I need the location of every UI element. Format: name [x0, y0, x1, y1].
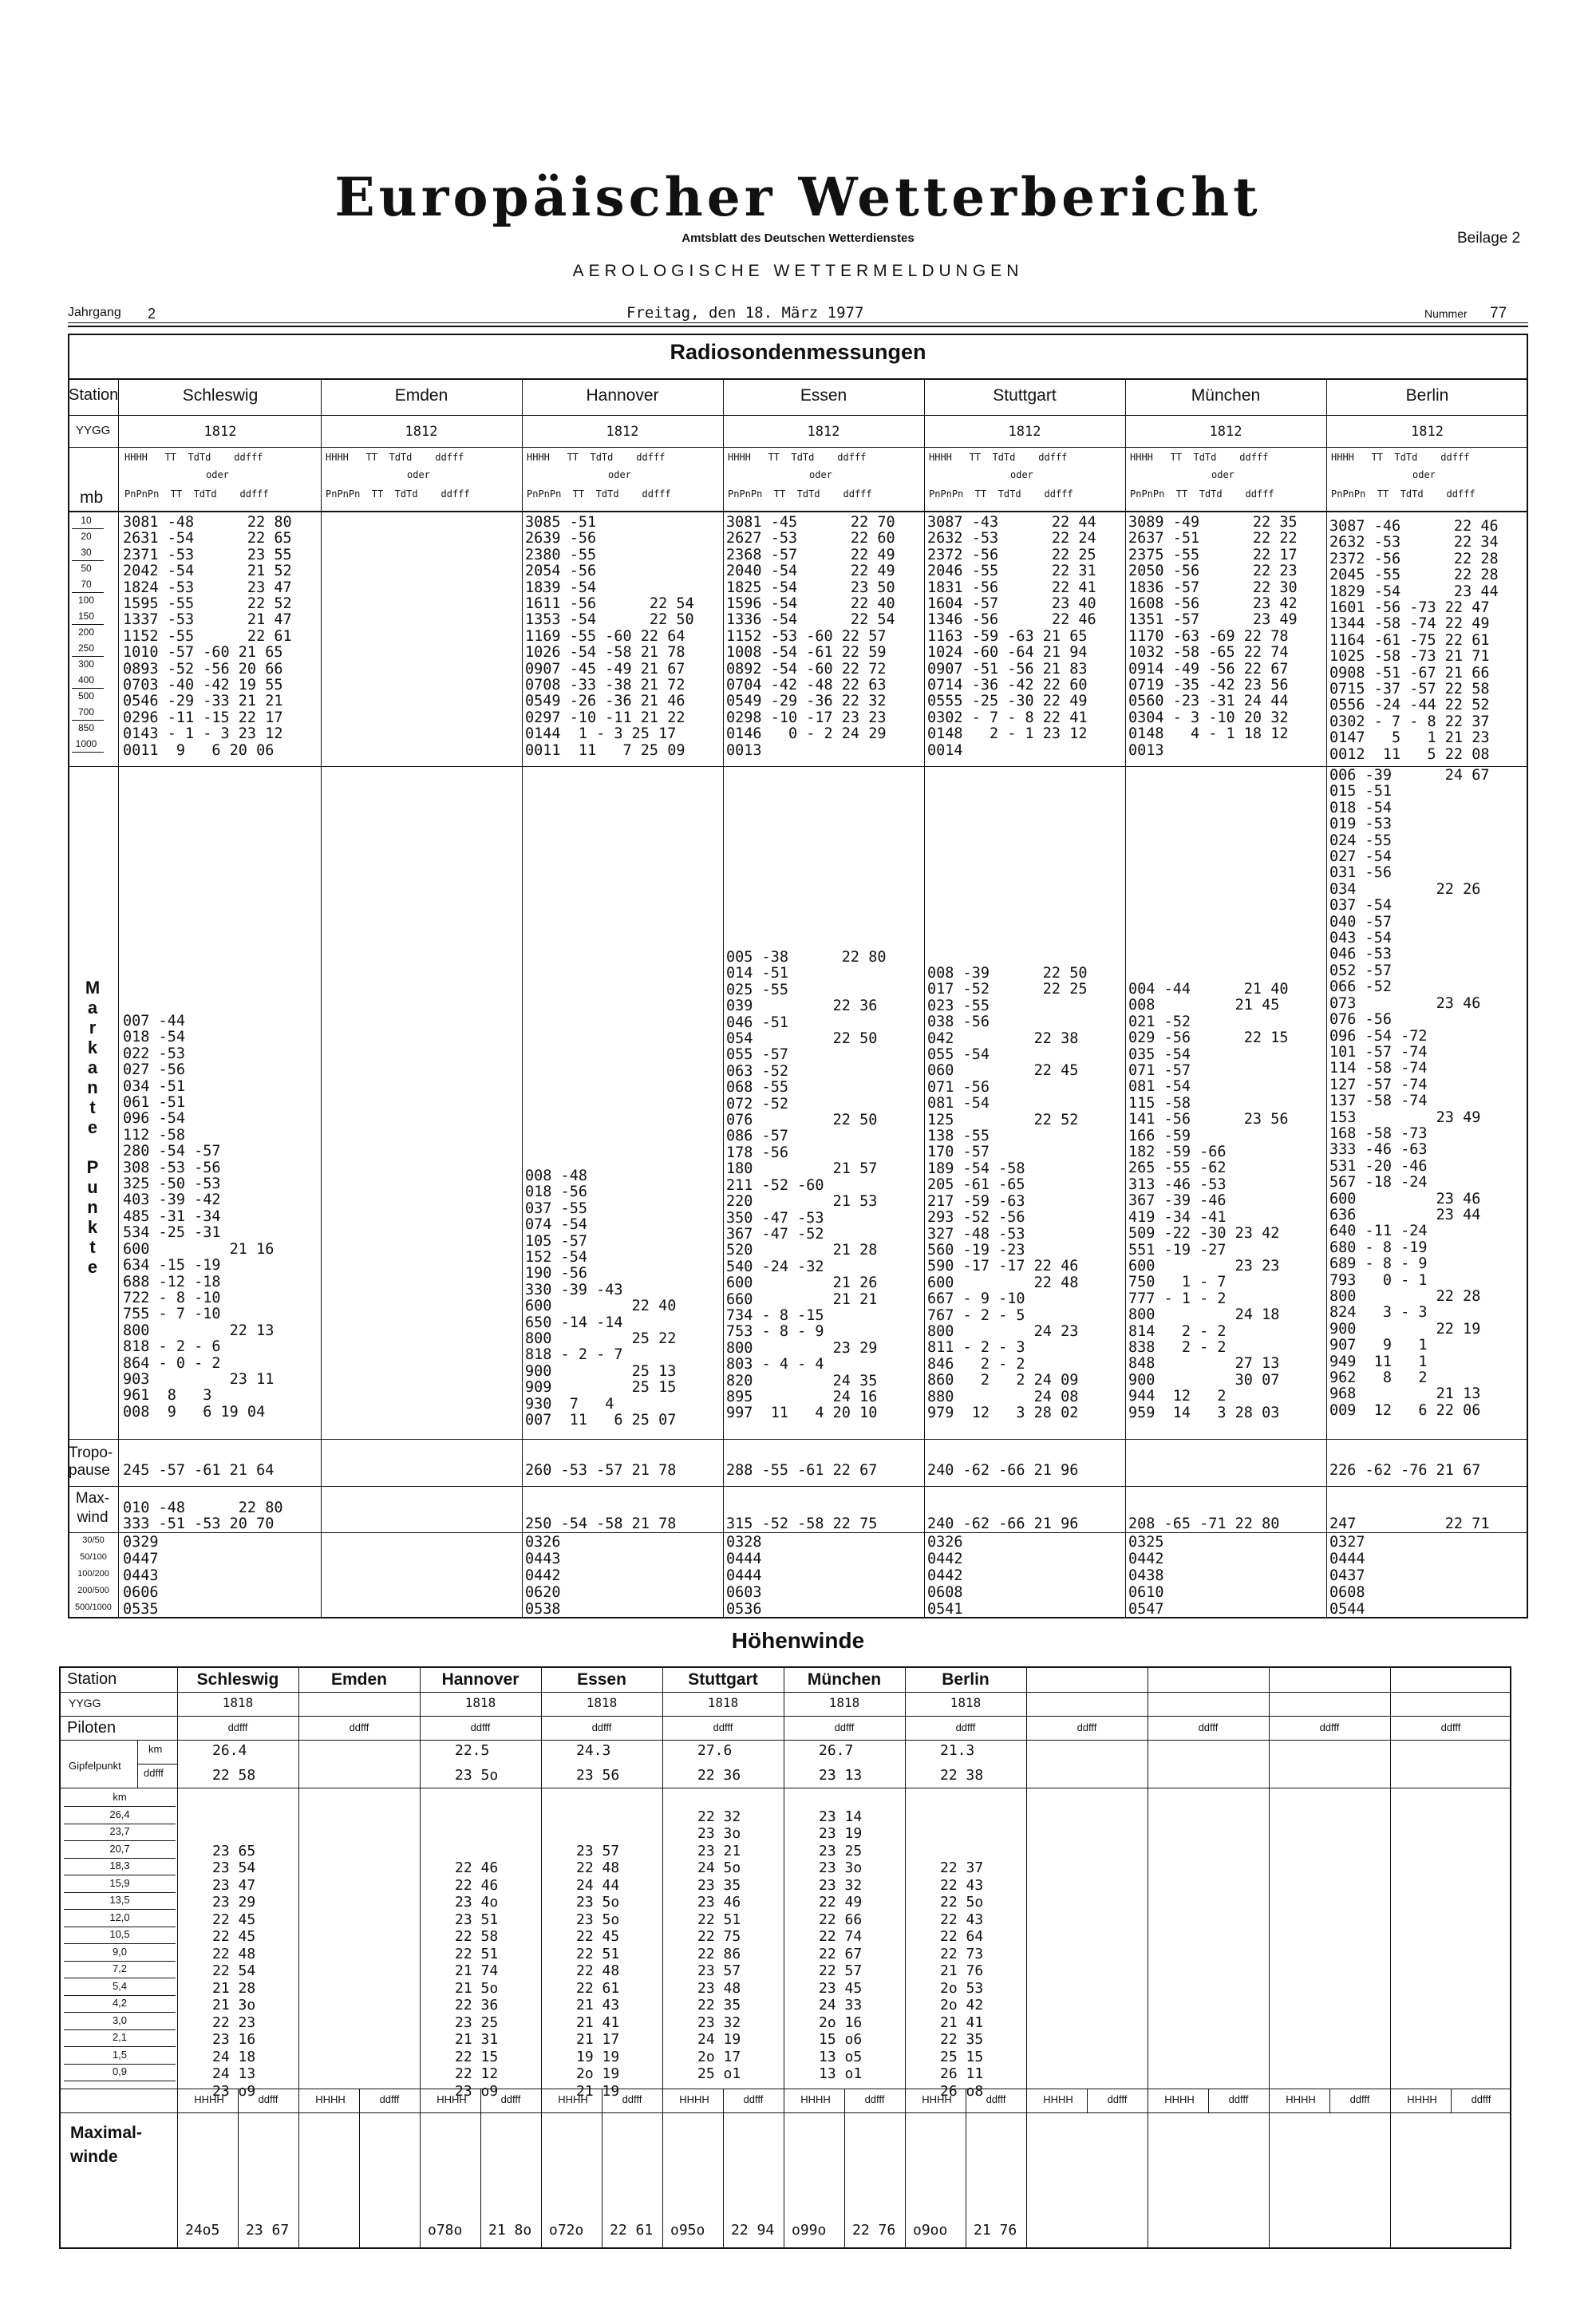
rule-below-sig: [68, 1439, 1528, 1440]
column-rule: [905, 1666, 906, 2249]
station-name-essen: Essen: [800, 386, 847, 405]
hw-gipfel-km: 22.5: [455, 1742, 490, 1759]
hw-max-ddfff: 22 76: [852, 2222, 896, 2239]
issue-date: Freitag, den 18. März 1977: [626, 304, 864, 322]
station-name-hannover: Hannover: [586, 386, 659, 405]
nummer-value: 77: [1490, 305, 1507, 322]
standard-levels-schleswig: 3081 -48 22 80 2631 -54 22 65 2371 -53 23 55 2042 -54 21 52 1824 -53 23 47 1595 -55 22 52 1337 -53 21 47 1152 -55 22 61 1010 -57 -60 21 65 0893 -52 -56 20 66 0703 -40 -42 19 55 0546 -29 -33 21 21 0296 -11 -15 22 17 0143 - 1 - 3 23 12 0011 9 6 20 06: [123, 514, 292, 759]
column-rule: [723, 378, 724, 1618]
hw-level-tick: [64, 1806, 176, 1807]
subcolumn-rule: [723, 2089, 724, 2249]
station-name-emden: Emden: [394, 386, 448, 405]
hw-ddfff-header: ddfff: [1107, 2093, 1128, 2105]
column-head-mid: oder: [1412, 469, 1436, 480]
column-head-bot: PnPnPn TT TdTd ddfff: [1130, 488, 1274, 500]
column-head-mid: oder: [608, 469, 631, 480]
standard-levels-muenchen: 3089 -49 22 35 2637 -51 22 22 2375 -55 22 17 2050 -56 22 23 1836 -57 22 30 1608 -56 23 42 1351 -57 23 49 1170 -63 -69 22 78 1032 -58 -65 22 74 0914 -49 -56 22 67 0719 -35 -42 23 56 0560 -23 -31 24 44 0304 - 3 -10 20 32 0148 4 - 1 18 12 0013: [1128, 514, 1298, 759]
hw-ddfff-header: ddfff: [864, 2093, 885, 2105]
hoehenwinde-title: Höhenwinde: [731, 1628, 865, 1653]
hw-level-label: 1,5: [112, 2048, 128, 2061]
column-head-mid: oder: [809, 469, 832, 480]
hw-wind-column: 22 32 23 3o 23 21 24 5o 23 35 23 46 22 51 22 75 22 86 23 57 23 48 22 35 23 32 24 19 2o 17 25 o1: [697, 1808, 741, 2082]
column-head-top: HHHH TT TdTd ddfff: [929, 452, 1068, 463]
yygg-value: 1812: [1411, 424, 1444, 440]
station-name-muenchen: München: [1191, 386, 1261, 405]
hw-max-height: o72o: [549, 2222, 584, 2239]
yygg-value: 1812: [203, 424, 237, 440]
hw-yygg-value: 1818: [707, 1695, 739, 1710]
level-tick: [72, 752, 104, 753]
subcolumn-rule: [238, 2089, 239, 2249]
hw-yygg-value: 1818: [586, 1695, 618, 1710]
hw-level-label: 7,2: [112, 1962, 128, 1974]
level-label: 850: [77, 722, 95, 733]
hw-ddfff-header: ddfff: [1198, 1721, 1219, 1733]
hw-level-label: 2,1: [112, 2031, 128, 2043]
standard-levels-hannover: 3085 -51 2639 -56 2380 -55 2054 -56 1839 -54 1611 -56 22 54 1353 -54 22 50 1169 -55 -60 22 64 1026 -54 -58 21 78 0907 -45 -49 21 67 0708 -33 -38 21 72 0549 -26 -36 21 46 0297 -10 -11 21 22 0144 1 - 3 25 17 0011 11 7 25 09: [525, 514, 694, 759]
hw-level-tick: [64, 1943, 176, 1944]
maxwind-schleswig: 010 -48 22 80 333 -51 -53 20 70: [123, 1500, 283, 1533]
column-rule: [924, 378, 925, 1618]
column-head-mid: oder: [206, 469, 229, 480]
thickness-label: 200/500: [77, 1586, 109, 1595]
significant-points-schleswig: 007 -44 018 -54 022 -53 027 -56 034 -51 061 -51 096 -54 112 -58 280 -54 -57 308 -53 -56 325 -50 -53 403 -39 -42 485 -31 -34 534 -25 -31 600 21 16 634 -15 -19 688 -12 -18 722 - 8 -10 755 - 7 -10 800 22 13 818 - 2 - 6 864 - 0 - 2 903 23 11 961 8 3 008 9 6 19 04: [123, 1013, 275, 1421]
level-tick: [72, 656, 104, 657]
hw-hhhh-header: HHHH: [437, 2093, 467, 2105]
hw-ddfff-header: ddfff: [986, 2093, 1006, 2105]
hw-maxwind-label: Maximal-winde: [70, 2124, 142, 2166]
hw-gipfel-ddfff: 23 13: [819, 1767, 863, 1784]
level-label: 150: [77, 611, 95, 622]
mb-label: mb: [80, 488, 104, 507]
hw-gipfel-km: 26.4: [212, 1742, 247, 1759]
tropopause-label: Tropo-pause: [69, 1444, 113, 1479]
maxwind-essen: 315 -52 -58 22 75: [726, 1516, 878, 1532]
column-rule: [1026, 1666, 1027, 2249]
hw-gipfel-label: Gipfelpunkt: [69, 1760, 121, 1772]
column-head-top: HHHH TT TdTd ddfff: [124, 452, 263, 463]
markante-punkte-label: M a r k a n t e P u n k t e: [85, 978, 101, 1277]
hw-station-name: Hannover: [441, 1670, 519, 1689]
yygg-value: 1812: [1008, 424, 1041, 440]
hw-max-height: o9oo: [913, 2222, 948, 2239]
hw-ddfff-header: ddfff: [349, 1721, 369, 1733]
thickness-berlin: 0327 0444 0437 0608 0544: [1329, 1534, 1365, 1618]
hw-level-label: 12,0: [109, 1911, 130, 1923]
level-tick: [72, 624, 104, 625]
hw-yygg-label: YYGG: [69, 1697, 101, 1709]
level-tick: [72, 592, 104, 593]
jahrgang-value: 2: [148, 306, 156, 322]
level-label: 1000: [75, 738, 97, 749]
hw-wind-column: 22 37 22 43 22 5o 22 43 22 64 22 73 21 76 2o 53 2o 42 21 41 22 35 25 15 26 11 26 o8: [940, 1859, 984, 2100]
thickness-label: 30/50: [82, 1535, 105, 1545]
column-head-mid: oder: [1010, 469, 1033, 480]
column-rule: [522, 378, 523, 1618]
level-label: 100: [77, 595, 95, 606]
hw-station-name: München: [807, 1670, 882, 1689]
hw-ddfff-header: ddfff: [713, 1721, 733, 1733]
yygg-value: 1812: [405, 424, 438, 440]
station-name-stuttgart: Stuttgart: [993, 386, 1057, 405]
hw-level-label: 13,5: [109, 1894, 130, 1906]
label-column-rule: [118, 378, 119, 1618]
level-label: 200: [77, 626, 95, 638]
hw-station-name: Essen: [577, 1670, 626, 1689]
column-rule: [1390, 1666, 1391, 2249]
hw-level-label: 26,4: [109, 1808, 130, 1820]
hw-km-label: km: [148, 1743, 163, 1755]
rule-below-station: [68, 415, 1528, 416]
subtitle: Amtsblatt des Deutschen Wetterdienstes: [681, 231, 915, 245]
column-rule: [420, 1666, 421, 2249]
maxwind-label: Max-wind: [75, 1490, 110, 1526]
level-tick: [72, 560, 104, 561]
level-label: 400: [77, 674, 95, 686]
thickness-muenchen: 0325 0442 0438 0610 0547: [1128, 1534, 1164, 1618]
hw-hhhh-header: HHHH: [194, 2093, 224, 2105]
hw-ddfff-header: ddfff: [1440, 1721, 1461, 1733]
hw-gipfel-km: 26.7: [819, 1742, 854, 1759]
tropopause-berlin: 226 -62 -76 21 67: [1329, 1462, 1481, 1479]
hw-level-label: 0,9: [112, 2065, 128, 2077]
level-label: 20: [81, 531, 92, 542]
rule: [137, 1764, 177, 1765]
hw-piloten-label: Piloten: [67, 1719, 117, 1737]
maxwind-berlin: 247 22 71: [1329, 1516, 1490, 1532]
thickness-label: 50/100: [80, 1552, 107, 1562]
thickness-stuttgart: 0326 0442 0442 0608 0541: [927, 1534, 963, 1618]
column-head-top: HHHH TT TdTd ddfff: [326, 452, 464, 463]
page-title: Europäischer Wetterbericht: [334, 166, 1262, 228]
hw-hhhh-header: HHHH: [1407, 2093, 1437, 2105]
level-label: 10: [81, 515, 92, 526]
hw-gipfel-km: 27.6: [697, 1742, 733, 1759]
column-head-bot: PnPnPn TT TdTd ddfff: [1331, 488, 1476, 500]
thickness-schleswig: 0329 0447 0443 0606 0535: [123, 1534, 159, 1618]
hw-level-tick: [64, 2046, 176, 2047]
hw-ddfff-header: ddfff: [743, 2093, 764, 2105]
column-rule: [662, 1666, 663, 2249]
column-head-top: HHHH TT TdTd ddfff: [1130, 452, 1269, 463]
hw-level-label: 18,3: [109, 1859, 130, 1871]
hw-level-tick: [64, 2012, 176, 2013]
hw-gipfel-ddfff: 23 56: [576, 1767, 620, 1784]
hw-station-name: Berlin: [942, 1670, 990, 1689]
column-head-mid: oder: [1211, 469, 1235, 480]
hw-level-label: km: [113, 1791, 127, 1803]
level-label: 700: [77, 706, 95, 717]
level-label: 250: [77, 642, 95, 654]
hw-hhhh-header: HHHH: [922, 2093, 952, 2105]
hw-level-tick: [64, 1909, 176, 1910]
hw-yygg-value: 1818: [222, 1695, 254, 1710]
hw-wind-column: 23 57 22 48 24 44 23 5o 23 5o 22 45 22 51 22 48 22 61 21 43 21 41 21 17 19 19 2o 19 21 19: [576, 1842, 620, 2100]
maxwind-muenchen: 208 -65 -71 22 80: [1128, 1516, 1280, 1532]
hoehenwinde-table: [59, 1666, 1511, 2249]
hw-hhhh-header: HHHH: [1286, 2093, 1316, 2105]
column-rule: [1326, 378, 1327, 1618]
hw-level-label: 10,5: [109, 1928, 130, 1940]
significant-points-hannover: 008 -48 018 -56 037 -55 074 -54 105 -57 152 -54 190 -56 330 -39 -43 600 22 40 650 -14 -14 800 25 22 818 - 2 - 7 900 25 13 909 25 15 930 7 4 007 11 6 25 07: [525, 1168, 677, 1429]
standard-levels-stuttgart: 3087 -43 22 44 2632 -53 22 24 2372 -56 22 25 2046 -55 22 31 1831 -56 22 41 1604 -57 23 40 1346 -56 22 46 1163 -59 -63 21 65 1024 -60 -64 21 94 0907 -51 -56 21 83 0714 -36 -42 22 60 0555 -25 -30 22 49 0302 - 7 - 8 22 41 0148 2 - 1 23 12 0014: [927, 514, 1096, 759]
maxwind-hannover: 250 -54 -58 21 78: [525, 1516, 677, 1532]
hw-ddfff-header: ddfff: [379, 2093, 400, 2105]
tropopause-stuttgart: 240 -62 -66 21 96: [927, 1462, 1079, 1479]
significant-points-stuttgart: 008 -39 22 50 017 -52 22 25 023 -55 038 -56 042 22 38 055 -54 060 22 45 071 -56 081 -54 125 22 52 138 -55 170 -57 189 -54 -58 205 -61 -65 217 -59 -63 293 -52 -56 327 -48 -53 560 -19 -23 590 -17 -17 22 46 600 22 48 667 - 9 -10 767 - 2 - 5 800 24 23 811 - 2 - 3 846 2 - 2 860 2 2 24 09 880 24 08 979 12 3 28 02: [927, 965, 1088, 1421]
header-rule: [68, 322, 1528, 323]
column-rule: [298, 1666, 299, 2249]
station-name-berlin: Berlin: [1405, 386, 1449, 405]
hw-level-label: 4,2: [112, 1997, 128, 2009]
column-rule: [321, 378, 322, 1618]
level-label: 30: [81, 547, 92, 558]
hw-level-label: 3,0: [112, 2014, 128, 2026]
significant-points-muenchen: 004 -44 21 40 008 21 45 021 -52 029 -56 22 15 035 -54 071 -57 081 -54 115 -58 141 -56 23 56 166 -59 182 -59 -66 265 -55 -62 313 -46 -53 367 -39 -46 419 -34 -41 509 -22 -30 23 42 551 -19 -27 600 23 23 750 1 - 7 777 - 1 - 2 800 24 18 814 2 - 2 838 2 - 2 848 27 13 900 30 07 944 12 2 959 14 3 28 03: [1128, 981, 1289, 1421]
radiosonde-title: Radiosondenmessungen: [670, 340, 926, 364]
standard-levels-essen: 3081 -45 22 70 2627 -53 22 60 2368 -57 22 49 2040 -54 22 49 1825 -54 23 50 1596 -54 22 40 1336 -54 22 54 1152 -53 -60 22 57 1008 -54 -61 22 59 0892 -54 -60 22 72 0704 -42 -48 22 63 0549 -29 -36 22 32 0298 -10 -17 23 23 0146 0 - 2 24 29 0013: [726, 514, 895, 759]
hw-level-tick: [64, 1840, 176, 1841]
level-label: 50: [81, 563, 92, 574]
rule-below-yygg: [68, 447, 1528, 448]
label-column-rule: [177, 1666, 178, 2249]
hw-max-ddfff: 22 61: [610, 2222, 654, 2239]
section-heading: AEROLOGISCHE WETTERMELDUNGEN: [572, 262, 1024, 280]
hw-max-ddfff: 23 67: [246, 2222, 290, 2239]
yygg-label: YYGG: [76, 424, 111, 437]
hw-yygg-value: 1818: [464, 1695, 496, 1710]
hw-ddfff-header: ddfff: [1228, 2093, 1249, 2105]
yygg-value: 1812: [1209, 424, 1242, 440]
hw-station-name: Schleswig: [196, 1670, 279, 1689]
hw-ddfff-header: ddfff: [591, 1721, 612, 1733]
hw-hhhh-header: HHHH: [1043, 2093, 1073, 2105]
hw-yygg-value: 1818: [828, 1695, 860, 1710]
hw-level-tick: [64, 1892, 176, 1893]
tropopause-schleswig: 245 -57 -61 21 64: [123, 1462, 275, 1479]
hw-max-ddfff: 21 76: [974, 2222, 1017, 2239]
rule: [59, 1692, 1511, 1693]
subcolumn-rule: [480, 2089, 481, 2249]
hw-hhhh-header: HHHH: [800, 2093, 831, 2105]
yygg-value: 1812: [807, 424, 840, 440]
level-tick: [72, 688, 104, 689]
maxwind-stuttgart: 240 -62 -66 21 96: [927, 1516, 1079, 1532]
thickness-label: 500/1000: [75, 1603, 112, 1612]
header-rule-double: [68, 326, 1528, 327]
subcolumn-rule: [844, 2089, 845, 2249]
rule: [137, 1740, 138, 1788]
hw-station-label: Station: [67, 1670, 117, 1688]
thickness-essen: 0328 0444 0444 0603 0536: [726, 1534, 762, 1618]
level-label: 300: [77, 658, 95, 670]
hw-ddfff-header: ddfff: [1471, 2093, 1491, 2105]
hw-ddfff-header: ddfff: [1319, 1721, 1340, 1733]
column-head-bot: PnPnPn TT TdTd ddfff: [527, 488, 671, 500]
station-name-schleswig: Schleswig: [182, 386, 259, 405]
rule: [59, 1740, 1511, 1741]
hw-ddfff-header: ddfff: [258, 2093, 279, 2105]
station-label: Station: [69, 386, 119, 404]
hw-station-name: Stuttgart: [688, 1670, 758, 1689]
column-head-bot: PnPnPn TT TdTd ddfff: [124, 488, 269, 500]
rule-below-title: [68, 378, 1528, 380]
hw-wind-column: 23 65 23 54 23 47 23 29 22 45 22 45 22 48 22 54 21 28 21 3o 22 23 23 16 24 18 24 13 23 o9: [212, 1842, 256, 2100]
hw-level-label: 5,4: [112, 1979, 128, 1992]
hw-gipfel-ddfff: 22 36: [697, 1767, 741, 1784]
tropopause-hannover: 260 -53 -57 21 78: [525, 1462, 677, 1479]
hw-max-height: o95o: [670, 2222, 705, 2239]
hw-level-label: 9,0: [112, 1945, 128, 1958]
rule: [59, 1716, 1511, 1717]
hw-level-tick: [64, 1961, 176, 1962]
subcolumn-rule: [359, 2089, 360, 2249]
jahrgang-label: Jahrgang: [68, 306, 121, 319]
hw-wind-column: 22 46 22 46 23 4o 23 51 22 58 22 51 21 74 21 5o 22 36 23 25 21 31 22 15 22 12 23 o9: [455, 1859, 499, 2100]
hw-level-label: 23,7: [109, 1825, 130, 1837]
rule-below-std: [68, 766, 1528, 767]
tropopause-essen: 288 -55 -61 22 67: [726, 1462, 878, 1479]
hw-hhhh-header: HHHH: [1164, 2093, 1195, 2105]
column-head-top: HHHH TT TdTd ddfff: [728, 452, 867, 463]
hw-max-height: o99o: [792, 2222, 827, 2239]
rule: [59, 2112, 1511, 2113]
hw-max-height: o78o: [428, 2222, 463, 2239]
hw-hhhh-header: HHHH: [558, 2093, 588, 2105]
column-rule: [541, 1666, 542, 2249]
hw-max-height: 24o5: [185, 2222, 220, 2239]
hw-level-tick: [64, 1858, 176, 1859]
column-rule: [1269, 1666, 1270, 2249]
hw-ddfff-header: ddfff: [622, 2093, 642, 2105]
hw-station-name: Emden: [330, 1670, 387, 1689]
significant-points-essen: 005 -38 22 80 014 -51 025 -55 039 22 36 046 -51 054 22 50 055 -57 063 -52 068 -55 072 -52 076 22 50 086 -57 178 -56 180 21 57 211 -52 -60 220 21 53 350 -47 -53 367 -47 -52 520 21 28 540 -24 -32 600 21 26 660 21 21 734 - 8 -15 753 - 8 - 9 800 23 29 803 - 4 - 4 820 24 35 895 24 16 997 11 4 20 10: [726, 949, 887, 1422]
level-label: 70: [81, 579, 92, 590]
column-head-top: HHHH TT TdTd ddfff: [527, 452, 666, 463]
column-head-bot: PnPnPn TT TdTd ddfff: [929, 488, 1073, 500]
thickness-label: 100/200: [77, 1569, 109, 1579]
significant-points-berlin: 006 -39 24 67 015 -51 018 -54 019 -53 024 -55 027 -54 031 -56 034 22 26 037 -54 040 -57 043 -54 046 -53 052 -57 066 -52 073 23 46 076 -56 096 -54 -72 101 -57 -74 114 -58 -74 127 -57 -74 137 -58 -74 153 23 49 168 -58 -73 333 -46 -63 531 -20 -46 567 -18 -24 600 23 46 636 23 44 640 -11 -24 680 - 8 -19 689 - 8 - 9 793 0 - 1 800 22 28 824 3 - 3 900 22 19 907 9 1 949 11 1 962 8 2 968 21 13 009 12 6 22 06: [1329, 767, 1490, 1419]
column-head-mid: oder: [407, 469, 430, 480]
column-head-bot: PnPnPn TT TdTd ddfff: [326, 488, 470, 500]
hw-level-tick: [64, 2064, 176, 2065]
hw-level-tick: [64, 2029, 176, 2030]
hw-level-label: 15,9: [109, 1876, 130, 1889]
level-tick: [72, 528, 104, 529]
column-head-top: HHHH TT TdTd ddfff: [1331, 452, 1470, 463]
thickness-hannover: 0326 0443 0442 0620 0538: [525, 1534, 561, 1618]
hw-ddfff-label: ddfff: [144, 1767, 164, 1779]
hw-ddfff-header: ddfff: [955, 1721, 976, 1733]
hw-ddfff-header: ddfff: [1077, 1721, 1097, 1733]
hw-gipfel-ddfff: 23 5o: [455, 1767, 499, 1784]
level-tick: [72, 720, 104, 721]
hw-gipfel-km: 24.3: [576, 1742, 611, 1759]
supplement-label: Beilage 2: [1457, 230, 1521, 247]
hw-gipfel-km: 21.3: [940, 1742, 975, 1759]
nummer-label: Nummer: [1424, 307, 1468, 320]
hw-yygg-value: 1818: [950, 1695, 982, 1710]
rule-below-trop: [68, 1486, 1528, 1487]
hw-hhhh-header: HHHH: [315, 2093, 346, 2105]
level-label: 500: [77, 690, 95, 701]
hw-max-ddfff: 21 8o: [488, 2222, 532, 2239]
hw-wind-column: 23 14 23 19 23 25 23 3o 23 32 22 49 22 66 22 74 22 67 22 57 23 45 24 33 2o 16 15 o6 13 o5 13 o1: [819, 1808, 863, 2082]
hw-ddfff-header: ddfff: [500, 2093, 521, 2105]
hw-level-label: 20,7: [109, 1842, 130, 1855]
hw-gipfel-ddfff: 22 58: [212, 1767, 256, 1784]
yygg-value: 1812: [606, 424, 639, 440]
hw-gipfel-ddfff: 22 38: [940, 1767, 984, 1784]
hw-max-ddfff: 22 94: [731, 2222, 775, 2239]
hw-level-tick: [64, 1995, 176, 1996]
hw-ddfff-header: ddfff: [1349, 2093, 1370, 2105]
hw-hhhh-header: HHHH: [679, 2093, 709, 2105]
standard-levels-berlin: 3087 -46 22 46 2632 -53 22 34 2372 -56 22 28 2045 -55 22 28 1829 -54 23 44 1601 -56 -73 22 47 1344 -58 -74 22 49 1164 -61 -75 22 61 1025 -58 -73 21 71 0908 -51 -67 21 66 0715 -37 -57 22 58 0556 -24 -44 22 52 0302 - 7 - 8 22 37 0147 5 1 21 23 0012 11 5 22 08: [1329, 518, 1499, 763]
column-rule: [1125, 378, 1126, 1618]
hw-ddfff-header: ddfff: [227, 1721, 248, 1733]
rule-below-colhead: [68, 511, 1528, 512]
hw-ddfff-header: ddfff: [834, 1721, 855, 1733]
hw-ddfff-header: ddfff: [470, 1721, 491, 1733]
column-head-bot: PnPnPn TT TdTd ddfff: [728, 488, 872, 500]
